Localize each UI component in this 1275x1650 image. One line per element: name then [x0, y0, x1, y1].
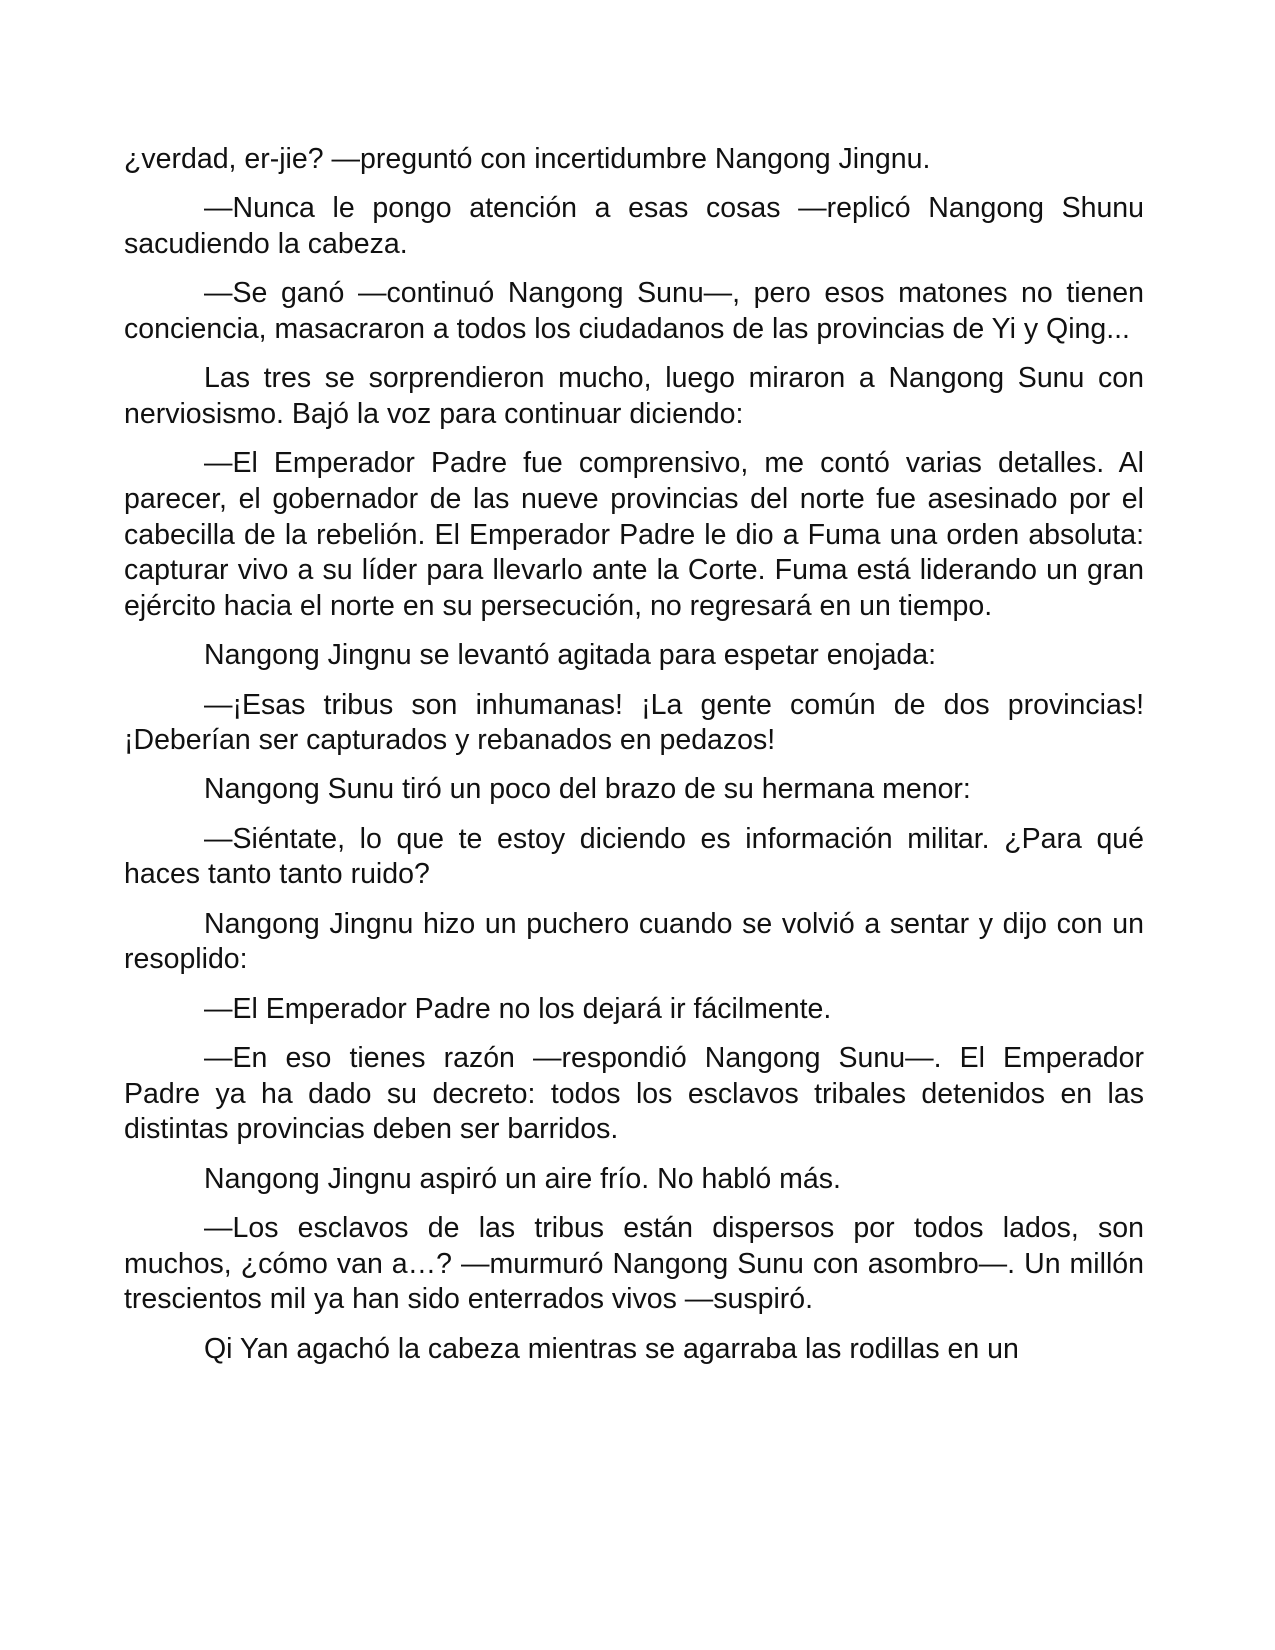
paragraph: Nangong Sunu tiró un poco del brazo de su hermana menor:: [204, 773, 971, 806]
paragraph: —Siéntate, lo que te estoy diciendo es información militar. ¿Para qué haces tanto tanto ruido?: [124, 822, 1144, 891]
paragraph: —El Emperador Padre no los dejará ir fácilmente.: [204, 992, 832, 1025]
paragraph: —El Emperador Padre fue comprensivo, me contó varias detalles. Al parecer, el gobernador de las nueve provincias del norte fue asesinado por el cabecilla de la rebelión. El Emperador Padre le dio a Fuma una orden absoluta: capturar vivo a su líder para llevarlo ante la Corte. Fuma está liderando un gran ejército hacia el norte en su persecución, no regresará en un tiempo.: [124, 447, 1144, 622]
paragraph: —Los esclavos de las tribus están dispersos por todos lados, son muchos, ¿cómo van a…? —murmuró Nangong Sunu con asombro—. Un millón trescientos mil ya han sido enterrados vivos —suspiró.: [124, 1212, 1144, 1316]
paragraph: —Nunca le pongo atención a esas cosas —replicó Nangong Shunu sacudiendo la cabeza.: [124, 192, 1144, 260]
paragraph: Qi Yan agachó la cabeza mientras se agarraba las rodillas en un: [204, 1332, 1019, 1365]
paragraph: —En eso tienes razón —respondió Nangong Sunu—. El Emperador Padre ya ha dado su decreto: todos los esclavos tribales detenidos en las distintas provincias deben ser barridos.: [124, 1042, 1144, 1146]
body-text: [124, 142, 1144, 1381]
paragraph: Nangong Jingnu aspiró un aire frío. No habló más.: [204, 1162, 841, 1195]
paragraph: —¡Esas tribus son inhumanas! ¡La gente común de dos provincias! ¡Deberían ser capturados y rebanados en pedazos!: [124, 688, 1144, 757]
paragraph: ¿verdad, er-jie? —preguntó con incertidumbre Nangong Jingnu.: [124, 143, 931, 175]
paragraph: —Se ganó —continuó Nangong Sunu—, pero esos matones no tienen conciencia, masacraron a todos los ciudadanos de las provincias de Yi y Qing...: [124, 277, 1144, 345]
paragraph: Nangong Jingnu se levantó agitada para espetar enojada:: [204, 639, 937, 672]
paragraph: Las tres se sorprendieron mucho, luego miraron a Nangong Sunu con nerviosismo. Bajó la voz para continuar diciendo:: [124, 362, 1144, 430]
paragraph: Nangong Jingnu hizo un puchero cuando se volvió a sentar y dijo con un resoplido:: [124, 907, 1144, 976]
